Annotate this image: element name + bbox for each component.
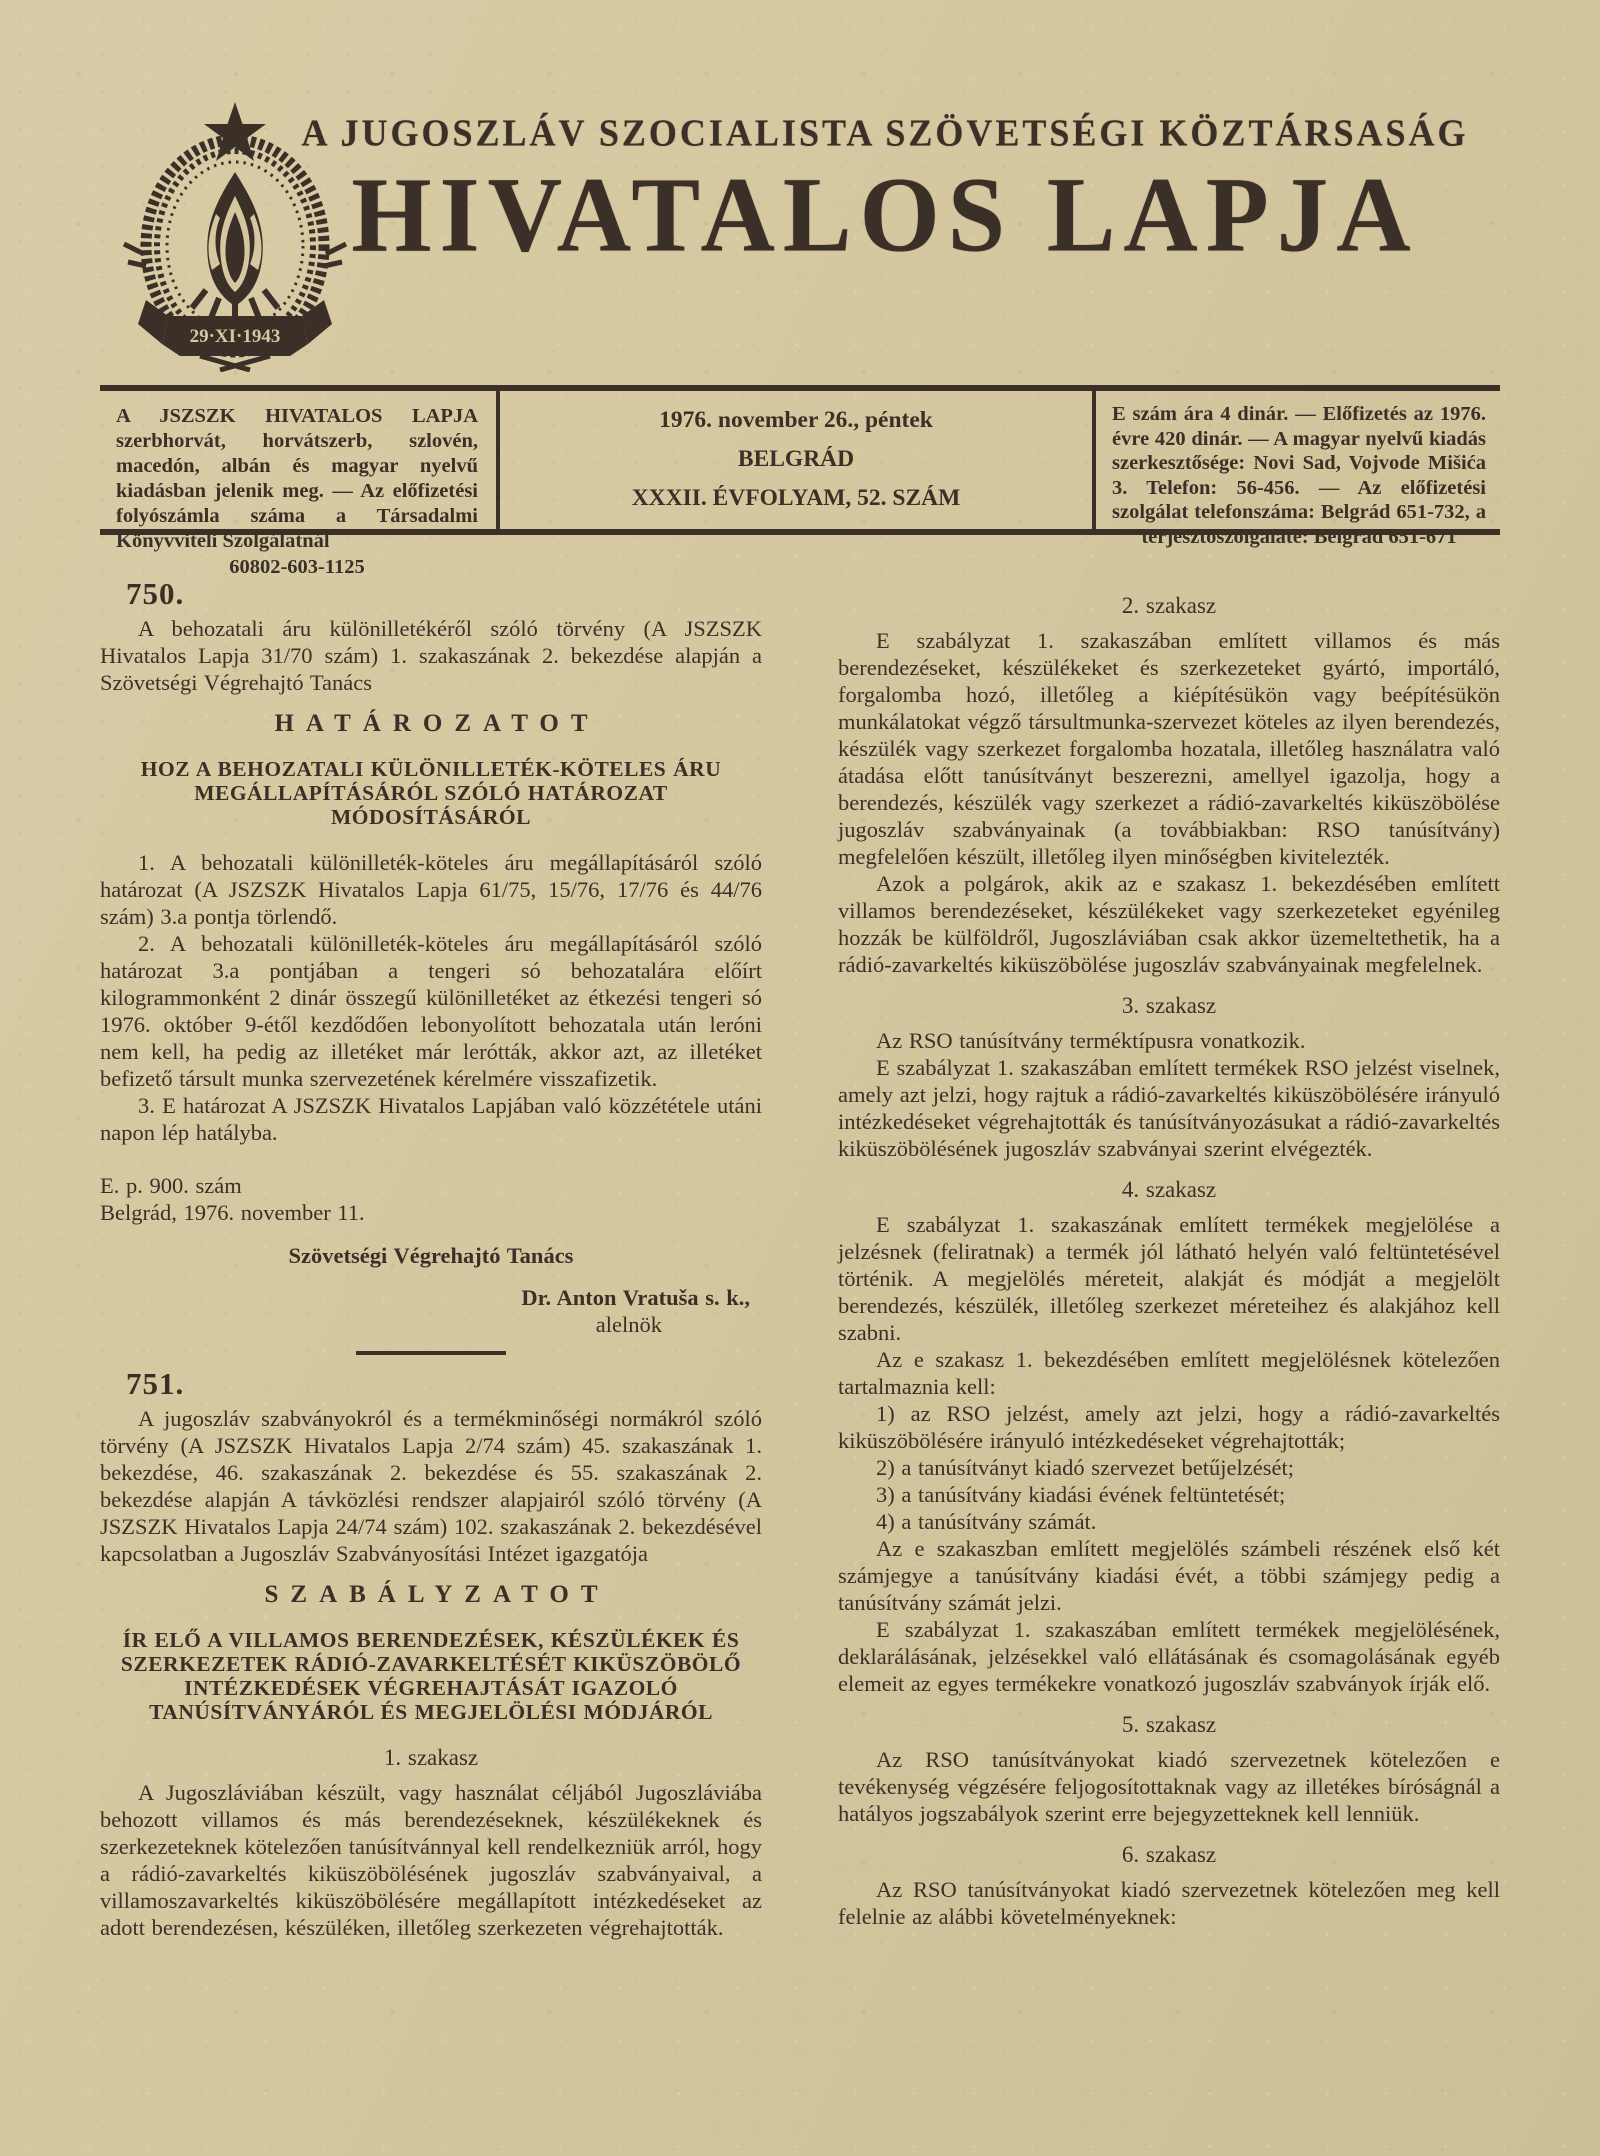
issue-date-box xyxy=(500,391,1096,529)
block-paragraph: Az RSO tanúsítványokat kiadó szervezetnek kötelezően meg kell felelnie az alábbi követelményeknek: xyxy=(838,1877,1500,1929)
block-plain-line: E. p. 900. szám xyxy=(100,1173,242,1198)
block-article-number: 751. xyxy=(126,1366,185,1401)
masthead xyxy=(100,88,1500,380)
block-section-heading: 2. szakasz xyxy=(1121,593,1217,618)
block-paragraph: E szabályzat 1. szakaszában említett termékek RSO jelzést viselnek, amely azt jelzi, hogy rajtuk a rádió-zavarkeltés kiküszöbölésére irányuló intézkedéseket végrehajtották és tanúsítványozásukat a rádió-zavarkeltés kiküszöbölésének jugoszláv szabványai szerint elvégezték. xyxy=(838,1055,1500,1161)
block-section-heading: 5. szakasz xyxy=(1121,1712,1217,1737)
block-paragraph: A Jugoszláviában készült, vagy használat céljából Jugoszláviába behozott villamos és más berendezéseknek, készülékeknek és szerkezeteknek kötelezően tanúsítvánnyal kell rendelkezniük arról, hogy a rádió-zavarkeltés kiküszöbölésének jugoszláv szabványaival, a villamoszavarkeltés kiküszöbölésére megállapított intézkedéseket az adott berendezésen, készüléken, illetőleg szerkezeten végrehajtották. xyxy=(100,1780,762,1940)
block-divider xyxy=(356,1351,506,1355)
block-paragraph: Az RSO tanúsítványokat kiadó szervezetnek kötelezően e tevékenység végzésére feljogosítottaknak vagy az illetékes bíróságnál a hatályos jogszabályok szerint erre bejegyzetteknek kell lenniük. xyxy=(838,1747,1500,1826)
issue-city: BELGRÁD xyxy=(737,446,855,472)
publication-info-text: A JSZSZK HIVATALOS LAPJA szerbhorvát, horvátszerb, szlovén, macedón, albán és magyar nyelvű kiadásban jelenik meg. — Az előfizetési folyószámla száma a Társadalmi Könyvviteli Szolgálatnál xyxy=(116,405,478,552)
block-paragraph: 3) a tanúsítvány kiadási évének feltüntetését; xyxy=(876,1482,1286,1507)
block-paragraph: E szabályzat 1. szakaszában említett villamos és más berendezéseket, készülékeket és szerkezeteket gyártó, importáló, forgalomba hozó, illetőleg a kiépítésükön vagy beépítésükön munkálatokat végző társultmunka-szervezet köteles az ilyen berendezés, készülék vagy szerkezet forgalomba hozatala, illetőleg használatra való átadása előtt tanúsítványt beszerezni, amellyel igazolja, hogy a berendezés, készülék vagy szerkezet a rádió-zavarkeltés kiküszöbölése jugoszláv szabványainak (a továbbiakban: RSO tanúsítvány) megfelelően készült, illetőleg ilyen minőségben kivitelezték. xyxy=(838,628,1500,869)
publication-info-box xyxy=(100,391,500,578)
article-columns xyxy=(100,578,1500,2156)
block-paragraph: Azok a polgárok, akik az e szakasz 1. bekezdésében említett villamos berendezéseket, készülékeket vagy szerkezeteket egyénileg hozzák be külföldről, Jugoszláviában csak akkor üzemeltethetik, ha a rádió-zavarkeltés kiküszöbölése jugoszláv szabványainak megfelelnek. xyxy=(838,871,1500,977)
column-right xyxy=(838,578,1500,2156)
block-section-heading: 4. szakasz xyxy=(1121,1177,1217,1202)
block-paragraph: 1. A behozatali különilleték-köteles áru megállapításáról szóló határozat (A JSZSZK Hivatalos Lapja 61/75, 15/76, 17/76 és 44/76 szám) 3.a pontja törlendő. xyxy=(100,850,762,929)
block-paragraph: Az RSO tanúsítvány terméktípusra vonatkozik. xyxy=(876,1028,1306,1053)
block-paragraph: 2. A behozatali különilleték-köteles áru megállapításáról szóló határozat 3.a pontjában a tengeri só behozatalára előírt kilogrammonként 2 dinár összegű különilletéket az étkezési tengeri só 1976. október 9-étől kezdődően lebonyolított behozatala után leróni nem kell, ha pedig az illetéket már lerótták, akkor azt, az illetéket befizető társult munka szervezetének kérelmére visszafizetik. xyxy=(100,931,762,1091)
block-spaced-heading: SZABÁLYZATOT xyxy=(264,1581,610,1608)
block-plain-line: Belgrád, 1976. november 11. xyxy=(100,1200,365,1225)
block-signature-org: Szövetségi Végrehajtó Tanács xyxy=(288,1243,574,1268)
issue-info-row xyxy=(100,385,1500,578)
block-paragraph: 4) a tanúsítvány számát. xyxy=(876,1509,1097,1534)
block-paragraph: 1) az RSO jelzést, amely azt jelzi, hogy a rádió-zavarkeltés kiküszöbölésére irányuló intézkedéseket végrehajtották; xyxy=(838,1401,1500,1453)
price-subscription-text: E szám ára 4 dinár. — Előfizetés az 1976. évre 420 dinár. — A magyar nyelvű kiadás szerkesztősége: Novi Sad, Vojvode Mišića 3. Telefon: 56-456. — Az előfizetési szolgálat telefonszáma: Belgrád 651-732, a terjesztőszolgálaté: Belgrád 651-671 xyxy=(1112,403,1486,548)
block-section-heading: 1. szakasz xyxy=(383,1745,479,1770)
block-paragraph: A jugoszláv szabványokról és a termékminőségi normákról szóló törvény (A JSZSZK Hivatalos Lapja 2/74 szám) 45. szakaszának 1. bekezdése, 46. szakaszának 2. bekezdése és 55. szakaszának 2. bekezdése alapján A távközlési rendszer alapjairól szóló törvény (A JSZSZK Hivatalos Lapja 24/74 szám) 102. szakaszának 2. bekezdésével kapcsolatban a Jugoszláv Szabványosítási Intézet igazgatója xyxy=(100,1406,762,1566)
column-left xyxy=(100,578,762,2156)
block-paragraph: E szabályzat 1. szakaszában említett termékek megjelölésének, deklarálásának, jelzésekkel való ellátásának és csomagolásának egyéb elemeit az egyes termékekre vonatkozó jugoszláv szabványok írják elő. xyxy=(838,1617,1500,1696)
masthead-text xyxy=(270,88,1500,274)
account-number: 60802-603-1125 xyxy=(229,556,365,578)
block-paragraph: Az e szakaszban említett megjelölés számbeli részének első két számjegye a tanúsítvány kiadási évét, a többi számjegy pedig a tanúsítvány számát jelzi. xyxy=(838,1536,1500,1615)
issue-volume: XXXII. ÉVFOLYAM, 52. SZÁM xyxy=(631,485,961,511)
masthead-country-line: A JUGOSZLÁV SZOCIALISTA SZÖVETSÉGI KÖZTÁRSASÁG xyxy=(301,112,1469,154)
masthead-title: HIVATALOS LAPJA xyxy=(351,155,1419,275)
block-paragraph: 3. E határozat A JSZSZK Hivatalos Lapjában való közzététele utáni napon lép hatályba. xyxy=(100,1093,762,1145)
block-article-number: 750. xyxy=(126,576,185,611)
block-spaced-heading: HATÁROZATOT xyxy=(274,710,600,737)
block-paragraph: Az e szakasz 1. bekezdésében említett megjelölésnek kötelezően tartalmaznia kell: xyxy=(838,1347,1500,1399)
block-paragraph: E szabályzat 1. szakaszának említett termékek megjelölése a jelzésnek (feliratnak) a termék jól látható helyén való feltüntetésével történik. A megjelölés méreteit, alakját és módját a megjelölt berendezés, készülék, illetőleg szerkezet méreteihez és alakjához kell szabni. xyxy=(838,1212,1500,1345)
block-signature-name: Dr. Anton Vratuša s. k., xyxy=(521,1285,750,1310)
block-bold-heading: HOZ A BEHOZATALI KÜLÖNILLETÉK-KÖTELES ÁRU MEGÁLLAPÍTÁSÁRÓL SZÓLÓ HATÁROZAT MÓDOSÍTÁSÁRÓL xyxy=(140,757,722,829)
block-signature-role: alelnök xyxy=(595,1312,662,1337)
block-section-heading: 3. szakasz xyxy=(1121,993,1217,1018)
block-bold-heading: ÍR ELŐ A VILLAMOS BERENDEZÉSEK, KÉSZÜLÉKEK ÉS SZERKEZETEK RÁDIÓ-ZAVARKELTÉSÉT KIKÜSZÖBÖLŐ INTÉZKEDÉSEK VÉGREHAJTÁSÁT IGAZOLÓ TANÚSÍTVÁNYÁRÓL ÉS MEGJELÖLÉSI MÓDJÁRÓL xyxy=(120,1628,742,1724)
emblem-date: 29·XI·1943 xyxy=(189,326,281,347)
issue-date: 1976. november 26., péntek xyxy=(659,407,933,433)
block-paragraph: 2) a tanúsítványt kiadó szervezet betűjelzését; xyxy=(876,1455,1294,1480)
block-section-heading: 6. szakasz xyxy=(1121,1842,1217,1867)
price-subscription-box xyxy=(1096,391,1500,548)
block-paragraph: A behozatali áru különilletékéről szóló törvény (A JSZSZK Hivatalos Lapja 31/70 szám) 1. szakaszának 2. bekezdése alapján a Szövetségi Végrehajtó Tanács xyxy=(100,616,762,695)
